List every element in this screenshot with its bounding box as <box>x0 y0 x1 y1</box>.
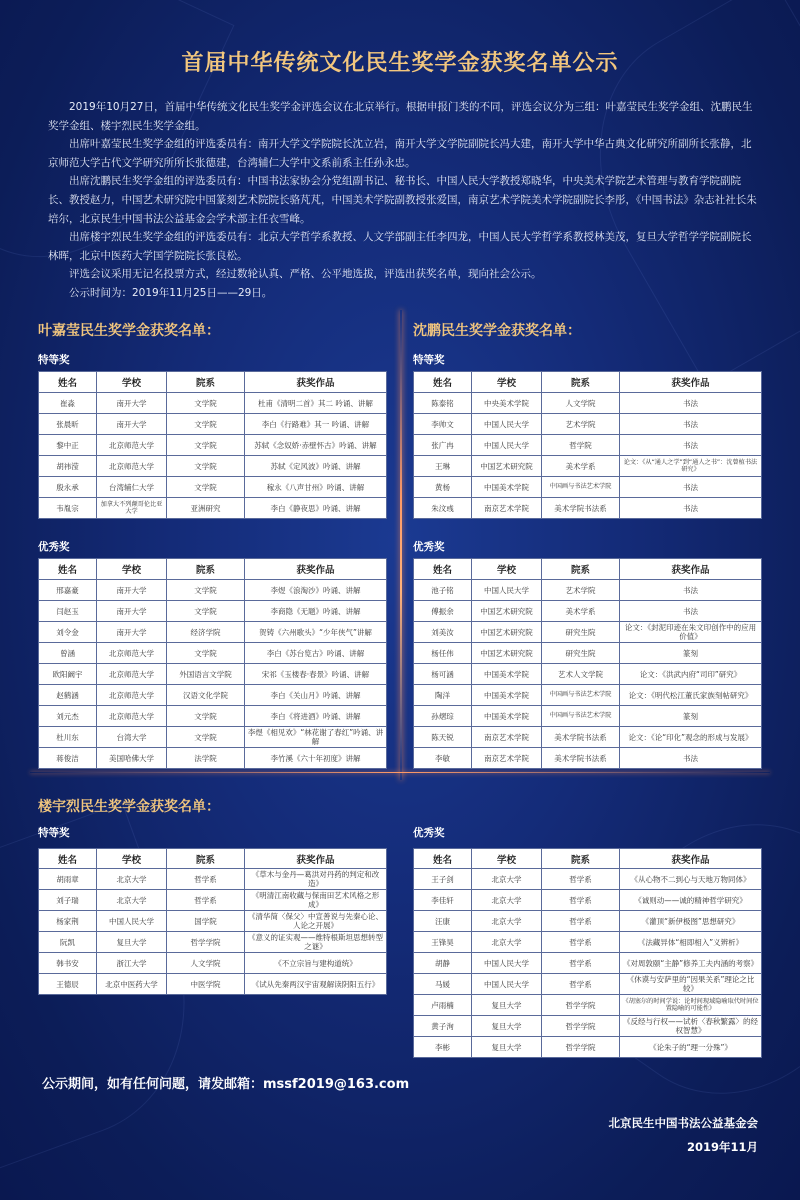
department-cell: 美术学系 <box>542 456 620 477</box>
department-cell: 哲学系 <box>542 890 620 911</box>
table-row <box>414 932 762 953</box>
department-cell: 哲学系 <box>542 911 620 932</box>
column-header: 获奖作品 <box>245 849 387 869</box>
table-row <box>39 601 387 622</box>
work-cell: 《灌顶“新伊极图”思想研究》 <box>620 911 762 932</box>
name-cell: 王琳 <box>414 456 472 477</box>
school-cell: 北京中医药大学 <box>97 974 167 995</box>
department-cell: 哲学系 <box>167 890 245 911</box>
name-cell: 崔淼 <box>39 393 97 414</box>
table-row <box>39 974 387 995</box>
work-cell: 论文：《封泥印迹在朱文印创作中的应用价值》 <box>620 622 762 643</box>
name-cell: 傅振余 <box>414 601 472 622</box>
school-cell: 美国哈佛大学 <box>97 748 167 769</box>
table-row <box>39 748 387 769</box>
school-cell: 北京大学 <box>472 911 542 932</box>
table-row <box>414 601 762 622</box>
work-cell: 书法 <box>620 748 762 769</box>
name-cell: 黎中正 <box>39 435 97 456</box>
table-row <box>414 477 762 498</box>
name-cell: 孙熠琮 <box>414 706 472 727</box>
school-cell: 南开大学 <box>97 393 167 414</box>
ye-special-table <box>38 371 387 519</box>
name-cell: 杨任伟 <box>414 643 472 664</box>
work-cell: 苏轼《念奴娇·赤壁怀古》吟诵、讲解 <box>245 435 387 456</box>
table-header-row <box>414 849 762 869</box>
name-cell: 阮凯 <box>39 932 97 953</box>
table-row <box>414 1037 762 1058</box>
work-cell: 书法 <box>620 414 762 435</box>
school-cell: 中央美术学院 <box>472 393 542 414</box>
department-cell: 美术学系 <box>542 601 620 622</box>
school-cell: 台湾辅仁大学 <box>97 477 167 498</box>
school-cell: 中国人民大学 <box>472 435 542 456</box>
name-cell: 闫赵玉 <box>39 601 97 622</box>
name-cell: 李敏 <box>414 748 472 769</box>
school-cell: 北京大学 <box>97 869 167 890</box>
name-cell: 刘美汝 <box>414 622 472 643</box>
page-title: 首届中华传统文化民生奖学金获奖名单公示 <box>181 51 619 76</box>
table-header-row <box>414 559 762 580</box>
column-header: 学校 <box>472 372 542 393</box>
department-cell: 国学院 <box>167 911 245 932</box>
table-row <box>39 393 387 414</box>
table-row <box>39 622 387 643</box>
table-row <box>39 932 387 953</box>
department-cell: 亚洲研究 <box>167 498 245 519</box>
work-cell: 李竹溪《六十年初度》讲解 <box>245 748 387 769</box>
table-row <box>39 643 387 664</box>
department-cell: 艺术学院 <box>542 414 620 435</box>
column-header: 获奖作品 <box>620 849 762 869</box>
table-row <box>39 953 387 974</box>
name-cell: 杨可涵 <box>414 664 472 685</box>
column-header: 获奖作品 <box>620 372 762 393</box>
work-cell: 宋祁《玉楼春·春景》吟诵、讲解 <box>245 664 387 685</box>
table-row <box>414 435 762 456</box>
work-cell: 李白《行路难》其一 吟诵、讲解 <box>245 414 387 435</box>
school-cell: 南开大学 <box>97 580 167 601</box>
school-cell: 北京师范大学 <box>97 456 167 477</box>
name-cell: 李彬 <box>414 1037 472 1058</box>
column-header: 姓名 <box>414 849 472 869</box>
school-cell: 北京大学 <box>472 890 542 911</box>
school-cell: 北京大学 <box>97 890 167 911</box>
table-row <box>414 1016 762 1037</box>
department-cell: 中国画与书法艺术学院 <box>542 706 620 727</box>
ye-excellent-table <box>38 558 387 769</box>
department-cell: 艺术人文学院 <box>542 664 620 685</box>
department-cell: 文学院 <box>167 727 245 748</box>
name-cell: 蒋俊洁 <box>39 748 97 769</box>
school-cell: 复旦大学 <box>472 1016 542 1037</box>
column-header: 院系 <box>167 372 245 393</box>
table-row <box>414 748 762 769</box>
work-cell: 《清华简〈保父〉中宣善说与先秦心论、人论之开展》 <box>245 911 387 932</box>
work-cell: 李白《将进酒》吟诵、讲解 <box>245 706 387 727</box>
school-cell: 北京师范大学 <box>97 643 167 664</box>
work-cell: 李白《关山月》吟诵、讲解 <box>245 685 387 706</box>
column-header: 院系 <box>542 559 620 580</box>
lou-excellent-label: 优秀奖 <box>413 827 445 839</box>
work-cell: 《反经与行权——试析〈春秋繁露〉的经权智慧》 <box>620 1016 762 1037</box>
table-header-row <box>39 849 387 869</box>
name-cell: 陈泰铭 <box>414 393 472 414</box>
column-header: 院系 <box>542 849 620 869</box>
work-cell: 《对周敦颐“主静”修养工夫内涵的考察》 <box>620 953 762 974</box>
table-row <box>414 685 762 706</box>
table-row <box>414 706 762 727</box>
department-cell: 文学院 <box>167 477 245 498</box>
table-row <box>39 706 387 727</box>
department-cell: 研究生院 <box>542 622 620 643</box>
work-cell: 李煜《相见欢》“林花谢了春红”吟诵、讲解 <box>245 727 387 748</box>
school-cell: 北京师范大学 <box>97 706 167 727</box>
ye-excellent-label: 优秀奖 <box>38 541 70 553</box>
table-row <box>414 974 762 995</box>
column-header: 姓名 <box>414 559 472 580</box>
column-header: 姓名 <box>39 849 97 869</box>
department-cell: 文学院 <box>167 456 245 477</box>
school-cell: 复旦大学 <box>472 1037 542 1058</box>
department-cell: 中国画与书法艺术学院 <box>542 477 620 498</box>
school-cell: 浙江大学 <box>97 953 167 974</box>
shen-special-label: 特等奖 <box>413 354 445 366</box>
column-header: 学校 <box>97 559 167 580</box>
work-cell: 李商隐《无题》吟诵、讲解 <box>245 601 387 622</box>
name-cell: 欧阳阚宇 <box>39 664 97 685</box>
work-cell: 苏轼《定风波》吟诵、讲解 <box>245 456 387 477</box>
name-cell: 曾涵 <box>39 643 97 664</box>
work-cell: 李煜《浪淘沙》吟诵、讲解 <box>245 580 387 601</box>
school-cell: 中国人民大学 <box>472 414 542 435</box>
name-cell: 王德辰 <box>39 974 97 995</box>
work-cell: 《休谟与安萨里的“因果关系”理论之比较》 <box>620 974 762 995</box>
work-cell: 《法藏异体“相即相入”义辨析》 <box>620 932 762 953</box>
school-cell: 南开大学 <box>97 622 167 643</box>
ye-special-label: 特等奖 <box>38 354 70 366</box>
school-cell: 北京大学 <box>472 932 542 953</box>
school-cell: 南开大学 <box>97 601 167 622</box>
table-row <box>414 953 762 974</box>
table-row <box>39 869 387 890</box>
school-cell: 中国人民大学 <box>472 974 542 995</box>
lou-special-label: 特等奖 <box>38 827 70 839</box>
table-row <box>414 456 762 477</box>
school-cell: 南京艺术学院 <box>472 498 542 519</box>
work-cell: 书法 <box>620 393 762 414</box>
name-cell: 韦胤宗 <box>39 498 97 519</box>
school-cell: 中国美术学院 <box>472 477 542 498</box>
name-cell: 陈天锐 <box>414 727 472 748</box>
shen-special-table <box>413 371 762 519</box>
department-cell: 中国画与书法艺术学院 <box>542 685 620 706</box>
name-cell: 胡雨章 <box>39 869 97 890</box>
department-cell: 汉语文化学院 <box>167 685 245 706</box>
school-cell: 中国艺术研究院 <box>472 643 542 664</box>
shen-excellent-table <box>413 558 762 769</box>
name-cell: 黄杨 <box>414 477 472 498</box>
work-cell: 书法 <box>620 580 762 601</box>
work-cell: 《胡塞尔的时间学说：论时间现域隐喻取代时间位置隐喻的可能性》 <box>620 995 762 1016</box>
name-cell: 王子剑 <box>414 869 472 890</box>
work-cell: 论文：《论“印化”观念的形成与发展》 <box>620 727 762 748</box>
table-row <box>39 414 387 435</box>
department-cell: 哲学学院 <box>542 995 620 1016</box>
department-cell: 美术学院书法系 <box>542 727 620 748</box>
work-cell: 李白《苏台览古》吟诵、讲解 <box>245 643 387 664</box>
department-cell: 哲学系 <box>542 869 620 890</box>
work-cell: 《诚则动——诚的精神哲学研究》 <box>620 890 762 911</box>
intro-paragraph: 出席叶嘉莹民生奖学金组的评选委员有：南开大学文学院院长沈立岩，南开大学文学院副院长冯大建，南开大学中华古典文化研究所副所长张静，北京师范大学古代文学研究所所长张德建，台湾辅仁大学中文系前系主任孙永忠。 <box>48 138 752 169</box>
lou-special-table <box>38 848 387 995</box>
column-header: 获奖作品 <box>620 559 762 580</box>
department-cell: 文学院 <box>167 580 245 601</box>
name-cell: 李帅文 <box>414 414 472 435</box>
name-cell: 李佳轩 <box>414 890 472 911</box>
name-cell: 张广冉 <box>414 435 472 456</box>
name-cell: 刘令金 <box>39 622 97 643</box>
name-cell: 刘元杰 <box>39 706 97 727</box>
name-cell: 黄子洵 <box>414 1016 472 1037</box>
name-cell: 王锋昊 <box>414 932 472 953</box>
intro-paragraph: 出席楼宇烈民生奖学金组的评选委员有：北京大学哲学系教授、人文学部副主任李四龙，中国人民大学哲学系教授林美茂，复旦大学哲学学院副院长林晖，北京中医药大学国学院院长张良松。 <box>48 231 752 262</box>
table-row <box>414 995 762 1016</box>
department-cell: 艺术学院 <box>542 580 620 601</box>
school-cell: 台湾大学 <box>97 727 167 748</box>
lou-excellent-table <box>413 848 762 1058</box>
school-cell: 中国美术学院 <box>472 706 542 727</box>
department-cell: 哲学系 <box>167 869 245 890</box>
school-cell: 南开大学 <box>97 414 167 435</box>
department-cell: 哲学系 <box>542 974 620 995</box>
table-row <box>39 477 387 498</box>
name-cell: 卢雨楠 <box>414 995 472 1016</box>
table-row <box>414 727 762 748</box>
name-cell: 殷永承 <box>39 477 97 498</box>
department-cell: 哲学学院 <box>167 932 245 953</box>
table-row <box>414 890 762 911</box>
table-row <box>39 685 387 706</box>
name-cell: 韩书安 <box>39 953 97 974</box>
work-cell: 李白《静夜思》吟诵、讲解 <box>245 498 387 519</box>
school-cell: 中国人民大学 <box>97 911 167 932</box>
work-cell: 杜甫《清明二首》其二 吟诵、讲解 <box>245 393 387 414</box>
work-cell: 论文：《从“通人之学”到“通人之书”：沈曾植书法研究》 <box>620 456 762 477</box>
school-cell: 中国人民大学 <box>472 953 542 974</box>
table-row <box>414 911 762 932</box>
column-header: 姓名 <box>39 372 97 393</box>
column-header: 姓名 <box>39 559 97 580</box>
shen-section-title: 沈鹏民生奖学金获奖名单： <box>413 323 581 339</box>
table-header-row <box>414 372 762 393</box>
school-cell: 中国艺术研究院 <box>472 601 542 622</box>
table-row <box>39 456 387 477</box>
ye-section-title: 叶嘉莹民生奖学金获奖名单： <box>38 323 220 339</box>
table-row <box>39 727 387 748</box>
work-cell: 《试从先秦两汉宇宙观解读阴阳五行》 <box>245 974 387 995</box>
department-cell: 文学院 <box>167 706 245 727</box>
column-header: 院系 <box>167 849 245 869</box>
department-cell: 中医学院 <box>167 974 245 995</box>
department-cell: 研究生院 <box>542 643 620 664</box>
column-header: 学校 <box>472 559 542 580</box>
name-cell: 池子铭 <box>414 580 472 601</box>
department-cell: 法学院 <box>167 748 245 769</box>
name-cell: 汪康 <box>414 911 472 932</box>
work-cell: 书法 <box>620 601 762 622</box>
table-row <box>39 435 387 456</box>
work-cell: 篆刻 <box>620 643 762 664</box>
name-cell: 胡静 <box>414 953 472 974</box>
school-cell: 中国艺术研究院 <box>472 456 542 477</box>
department-cell: 哲学院 <box>542 435 620 456</box>
intro-paragraph: 评选会议采用无记名投票方式，经过数轮认真、严格、公平地选拔，评选出获奖名单，现向社会公示。 <box>69 268 542 281</box>
school-cell: 中国美术学院 <box>472 685 542 706</box>
name-cell: 杜川东 <box>39 727 97 748</box>
table-row <box>39 664 387 685</box>
department-cell: 哲学系 <box>542 932 620 953</box>
name-cell: 张晨昕 <box>39 414 97 435</box>
table-row <box>39 911 387 932</box>
school-cell: 北京师范大学 <box>97 435 167 456</box>
lou-section-title: 楼宇烈民生奖学金获奖名单： <box>38 799 220 815</box>
department-cell: 经济学院 <box>167 622 245 643</box>
name-cell: 赵鹤涵 <box>39 685 97 706</box>
school-cell: 中国人民大学 <box>472 580 542 601</box>
work-cell: 《明清江南收藏与保南田艺术风格之形成》 <box>245 890 387 911</box>
school-cell: 北京师范大学 <box>97 664 167 685</box>
column-header: 学校 <box>472 849 542 869</box>
department-cell: 美术学院书法系 <box>542 748 620 769</box>
table-row <box>414 580 762 601</box>
table-row <box>414 393 762 414</box>
school-cell: 南京艺术学院 <box>472 727 542 748</box>
intro-paragraph: 出席沈鹏民生奖学金组的评选委员有：中国书法家协会分党组副书记、秘书长、中国人民大学教授郑晓华，中央美术学院艺术管理与教育学院副院长、教授赵力，中国艺术研究院中国篆刻艺术院院长骆芃芃，中国美术学院副教授张爱国，南京艺术学院美术学院副院长李彤，《中国书法》杂志社社长朱培尔，北京民生中国书法公益基金会学术部主任衣雪峰。 <box>48 175 757 225</box>
school-cell: 北京大学 <box>472 869 542 890</box>
column-header: 院系 <box>542 372 620 393</box>
school-cell: 复旦大学 <box>97 932 167 953</box>
table-row <box>414 643 762 664</box>
department-cell: 文学院 <box>167 414 245 435</box>
name-cell: 邢嘉豪 <box>39 580 97 601</box>
column-header: 学校 <box>97 849 167 869</box>
table-row <box>414 414 762 435</box>
name-cell: 陶洋 <box>414 685 472 706</box>
publish-date: 2019年11月 <box>686 1140 758 1154</box>
school-cell: 复旦大学 <box>472 995 542 1016</box>
work-cell: 论文：《明代松江董氏家族刻帖研究》 <box>620 685 762 706</box>
work-cell: 书法 <box>620 477 762 498</box>
school-cell: 中国艺术研究院 <box>472 622 542 643</box>
work-cell: 书法 <box>620 435 762 456</box>
intro-paragraph: 公示时间为：2019年11月25日——29日。 <box>69 286 273 299</box>
name-cell: 马媛 <box>414 974 472 995</box>
work-cell: 《论朱子的“理一分殊”》 <box>620 1037 762 1058</box>
column-header: 获奖作品 <box>245 559 387 580</box>
shen-excellent-label: 优秀奖 <box>413 541 445 553</box>
department-cell: 文学院 <box>167 435 245 456</box>
table-header-row <box>39 372 387 393</box>
work-cell: 《从心物不二到心与天地万物同体》 <box>620 869 762 890</box>
name-cell: 朱汶彧 <box>414 498 472 519</box>
school-cell: 南京艺术学院 <box>472 748 542 769</box>
contact-notice: 公示期间，如有任何问题，请发邮箱：mssf2019@163.com <box>42 1077 410 1092</box>
department-cell: 外国语言文学院 <box>167 664 245 685</box>
department-cell: 哲学学院 <box>542 1037 620 1058</box>
department-cell: 文学院 <box>167 601 245 622</box>
intro-paragraph: 2019年10月27日，首届中华传统文化民生奖学金评选会议在北京举行。根据申报门类的不同，评选会议分为三组：叶嘉莹民生奖学金组、沈鹏民生奖学金组、楼宇烈民生奖学金组。 <box>48 101 753 132</box>
work-cell: 《意义的证实观——维特根斯坦思想转型之谜》 <box>245 932 387 953</box>
table-row <box>39 580 387 601</box>
column-header: 院系 <box>167 559 245 580</box>
work-cell: 贺铸《六州歌头》“少年侠气”讲解 <box>245 622 387 643</box>
work-cell: 论文：《洪武内府“司印”研究》 <box>620 664 762 685</box>
department-cell: 文学院 <box>167 643 245 664</box>
work-cell: 稼永《八声甘州》吟诵、讲解 <box>245 477 387 498</box>
table-row <box>39 890 387 911</box>
intro-text <box>48 98 760 303</box>
department-cell: 人文学院 <box>167 953 245 974</box>
horizontal-glow-divider <box>30 772 770 773</box>
department-cell: 人文学院 <box>542 393 620 414</box>
school-cell: 中国美术学院 <box>472 664 542 685</box>
name-cell: 杨家荆 <box>39 911 97 932</box>
name-cell: 胡祎滢 <box>39 456 97 477</box>
name-cell: 刘子瑞 <box>39 890 97 911</box>
column-header: 学校 <box>97 372 167 393</box>
vertical-glow-divider <box>400 310 402 780</box>
school-cell: 北京师范大学 <box>97 685 167 706</box>
department-cell: 文学院 <box>167 393 245 414</box>
department-cell: 哲学学院 <box>542 1016 620 1037</box>
department-cell: 哲学系 <box>542 953 620 974</box>
table-row <box>414 664 762 685</box>
table-row <box>414 869 762 890</box>
column-header: 获奖作品 <box>245 372 387 393</box>
table-row <box>414 498 762 519</box>
table-row <box>39 498 387 519</box>
work-cell: 书法 <box>620 498 762 519</box>
work-cell: 《草木与金丹—葛洪对丹药的判定和改造》 <box>245 869 387 890</box>
work-cell: 《不立宗旨与建构道统》 <box>245 953 387 974</box>
table-header-row <box>39 559 387 580</box>
department-cell: 美术学院书法系 <box>542 498 620 519</box>
table-row <box>414 622 762 643</box>
organization-name: 北京民生中国书法公益基金会 <box>608 1116 758 1130</box>
column-header: 姓名 <box>414 372 472 393</box>
school-cell: 加拿大不列颠哥伦比亚大学 <box>97 498 167 519</box>
work-cell: 篆刻 <box>620 706 762 727</box>
